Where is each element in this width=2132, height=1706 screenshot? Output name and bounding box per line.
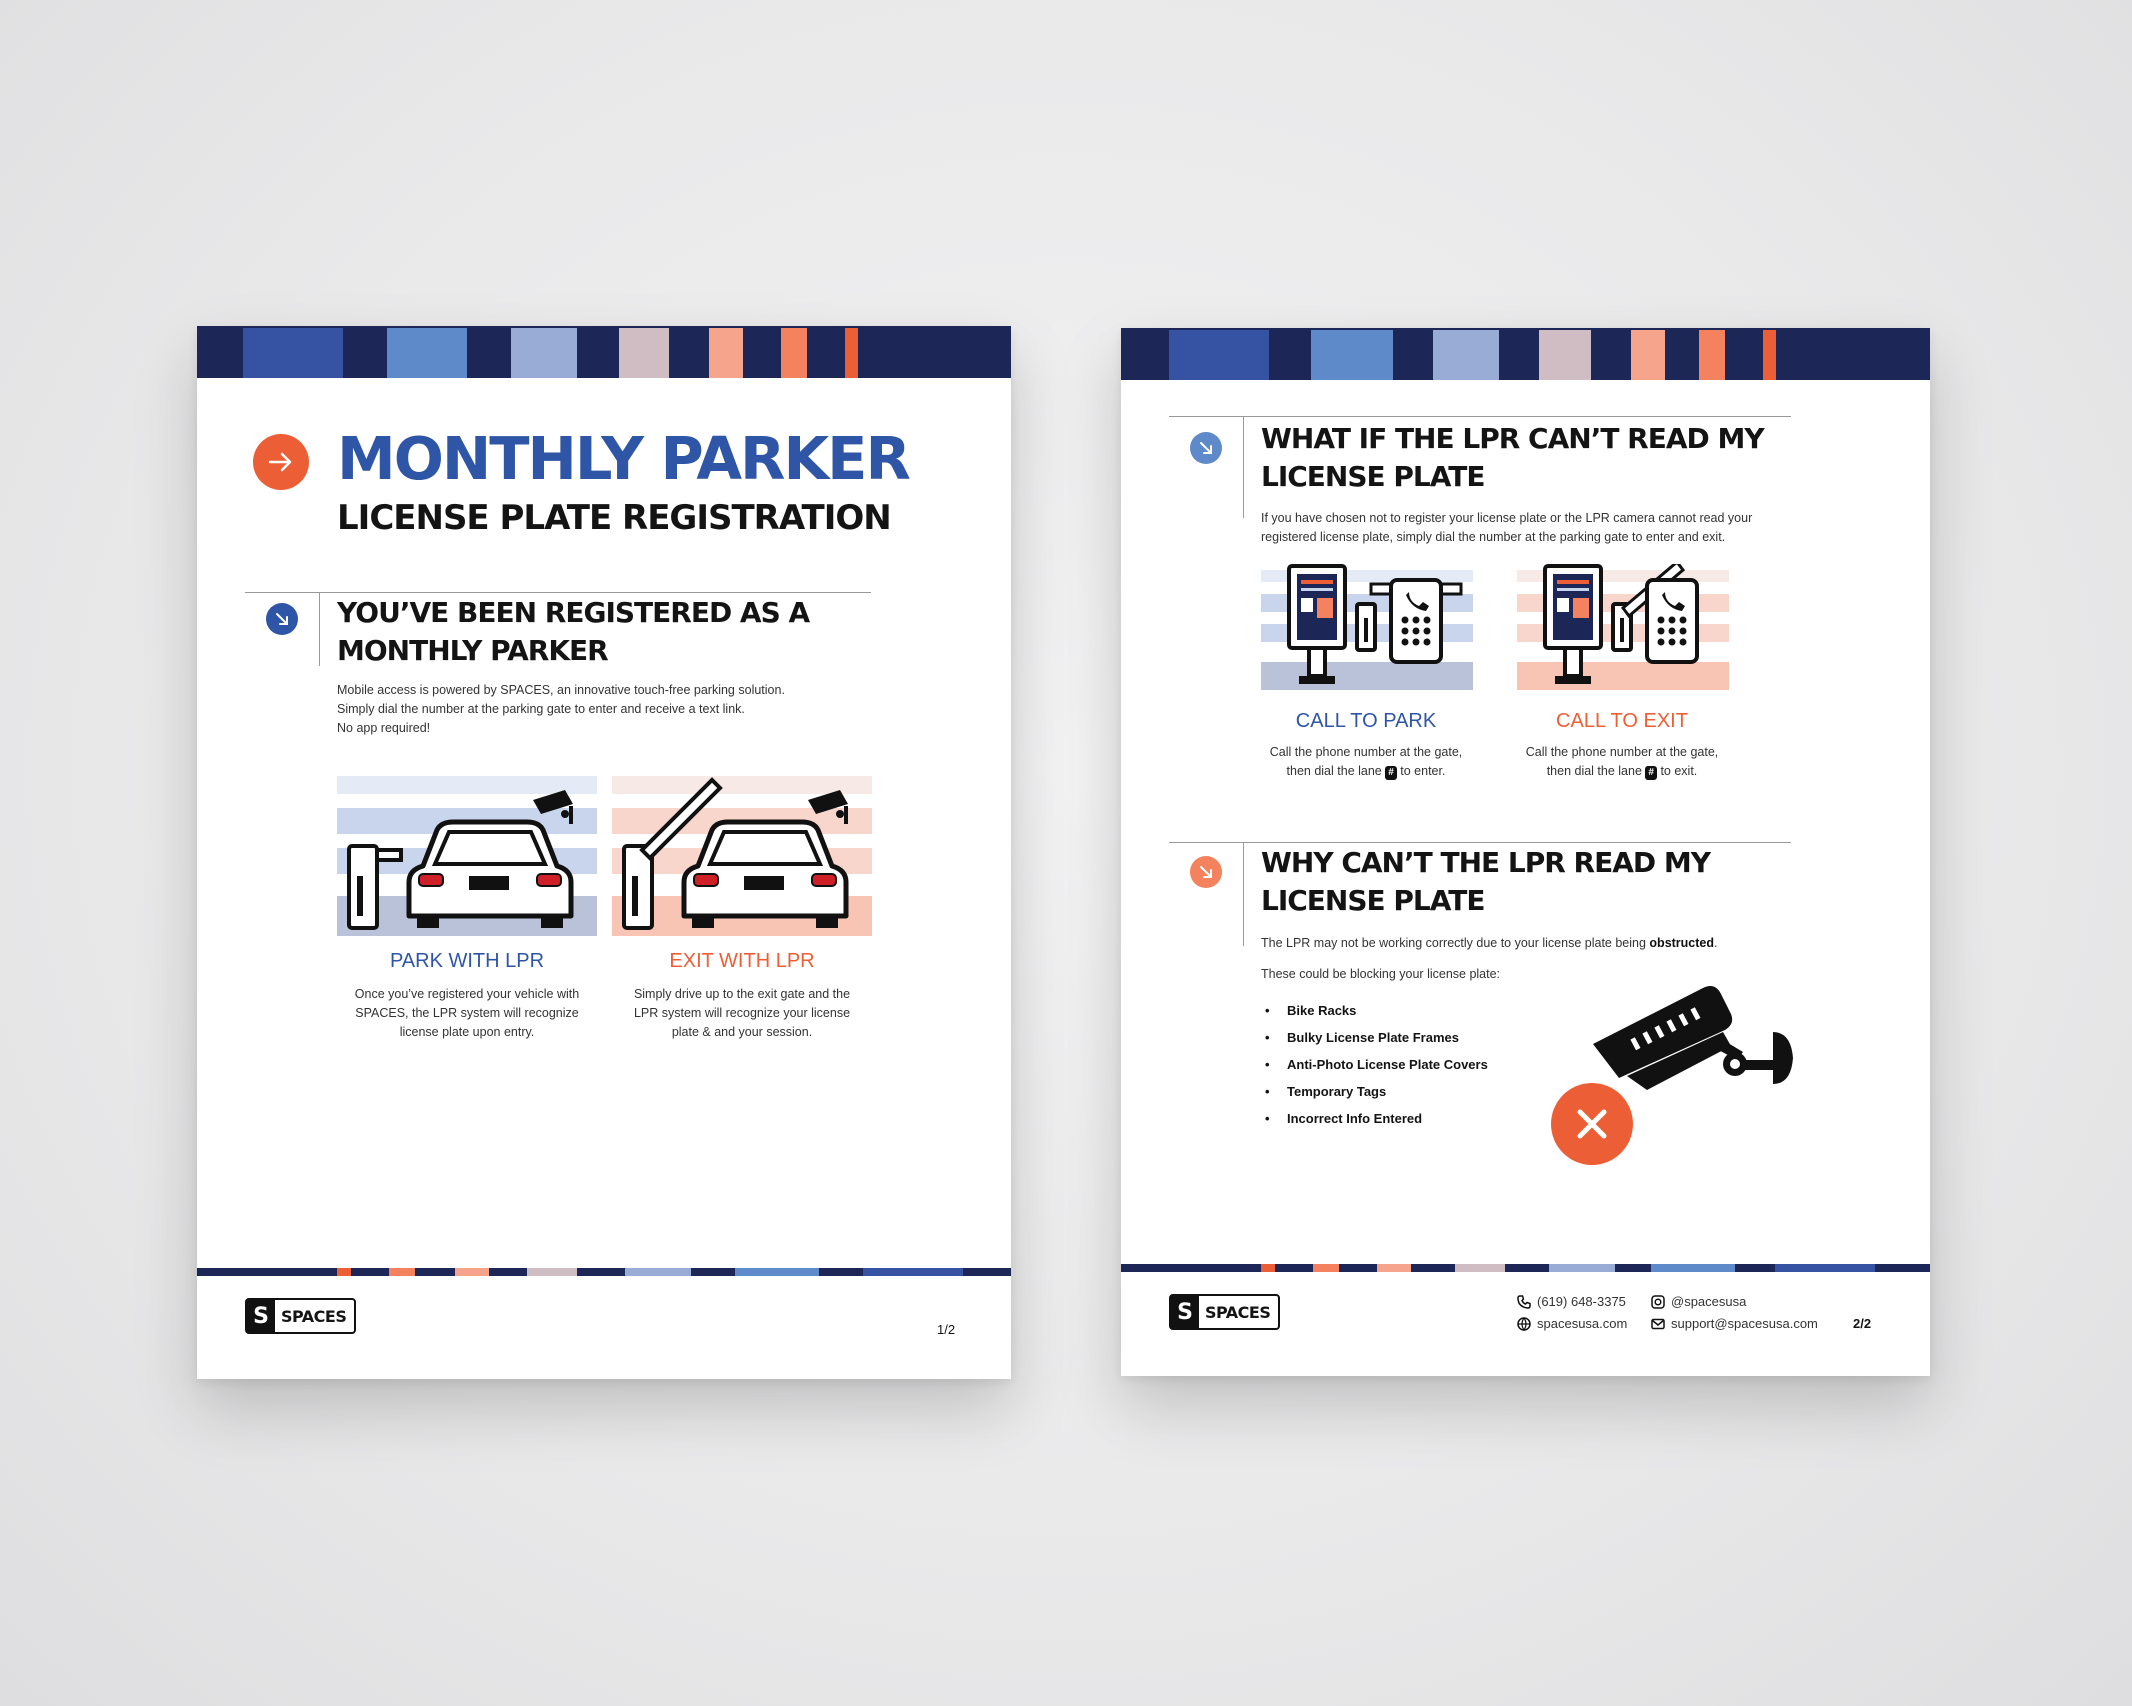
call-to-exit-caption: CALL TO EXIT xyxy=(1556,710,1688,732)
exit-illustration xyxy=(612,776,872,936)
hash-badge: # xyxy=(1645,766,1657,780)
header-color-bar xyxy=(1121,328,1930,380)
page-number: 1/2 xyxy=(937,1322,956,1337)
exit-caption: EXIT WITH LPR xyxy=(669,950,815,972)
park-illustration xyxy=(337,776,597,936)
flyer-page-2 xyxy=(1121,328,1930,1376)
hash-badge: # xyxy=(1385,766,1397,780)
call-to-park-caption: CALL TO PARK xyxy=(1295,710,1437,732)
intro-paragraph: Mobile access is powered by SPACES, an innovative touch-free parking solution. Simply dial the number at the parking gate to enter and receive a text link. No app required! xyxy=(337,683,785,735)
section-heading: YOU’VE BEEN REGISTERED AS A MONTHLY PARKER xyxy=(337,596,810,667)
park-description: Once you’ve registered your vehicle with SPACES, the LPR system will recognize license plate upon entry. xyxy=(354,987,580,1039)
section-heading-lpr-cant-read: WHAT IF THE LPR CAN’T READ MY LICENSE PLATE xyxy=(1261,422,1764,493)
car-icon xyxy=(684,822,846,928)
contact-instagram[interactable]: @spacesusa xyxy=(1651,1294,1746,1309)
smartphone-icon xyxy=(1391,580,1441,662)
obstruction-list xyxy=(1263,997,1488,1132)
list-item: • Anti-Photo License Plate Covers xyxy=(1263,1051,1488,1078)
call-to-exit-illustration xyxy=(1517,564,1729,694)
list-item: • Bike Racks xyxy=(1263,997,1488,1024)
list-item: • Temporary Tags xyxy=(1263,1078,1488,1105)
footer-color-bar xyxy=(1121,1264,1930,1272)
call-to-park-description: Call the phone number at the gate, then dial the lane # to enter. xyxy=(1269,745,1463,778)
section1-paragraph: If you have chosen not to register your license plate or the LPR camera cannot read your registered license plate, simply dial the number at the parking gate to enter and exit. xyxy=(1261,511,1753,544)
page-subtitle: LICENSE PLATE REGISTRATION xyxy=(337,498,891,538)
globe-icon xyxy=(1517,1317,1531,1331)
spaces-logo: S SPACES xyxy=(245,1298,356,1334)
mail-icon xyxy=(1651,1317,1665,1331)
close-icon xyxy=(1551,1083,1633,1165)
exit-description: Simply drive up to the exit gate and the LPR system will recognize your license plate & and your session. xyxy=(633,987,851,1039)
section-heading-why-cant-read: WHY CAN’T THE LPR READ MY LICENSE PLATE xyxy=(1261,846,1711,917)
call-to-park-illustration xyxy=(1261,564,1473,694)
car-icon xyxy=(409,822,571,928)
arrow-down-right-icon xyxy=(266,603,298,635)
section2-paragraph: The LPR may not be working correctly due to your license plate being obstructed. xyxy=(1261,936,1718,950)
smartphone-icon xyxy=(1647,580,1697,662)
obstruction-list-intro: These could be blocking your license plate: xyxy=(1261,967,1501,981)
contact-phone[interactable]: (619) 648-3375 xyxy=(1517,1294,1626,1309)
footer-color-bar xyxy=(197,1268,1011,1276)
page-title: MONTHLY PARKER xyxy=(337,424,909,493)
flyer-page-1 xyxy=(197,326,1011,1379)
phone-icon xyxy=(1517,1295,1531,1309)
page-number: 2/2 xyxy=(1853,1316,1872,1331)
list-item: • Bulky License Plate Frames xyxy=(1263,1024,1488,1051)
arrow-right-icon xyxy=(253,434,309,490)
arrow-down-right-icon xyxy=(1190,432,1222,464)
contact-website[interactable]: spacesusa.com xyxy=(1517,1316,1627,1331)
contact-email[interactable]: support@spacesusa.com xyxy=(1651,1316,1818,1331)
park-caption: PARK WITH LPR xyxy=(389,950,545,972)
header-color-bar xyxy=(197,326,1011,378)
list-item: • Incorrect Info Entered xyxy=(1263,1105,1488,1132)
spaces-logo: S SPACES xyxy=(1169,1294,1280,1330)
arrow-down-right-icon xyxy=(1190,856,1222,888)
call-to-exit-description: Call the phone number at the gate, then dial the lane # to exit. xyxy=(1525,745,1719,778)
instagram-icon xyxy=(1651,1295,1665,1309)
